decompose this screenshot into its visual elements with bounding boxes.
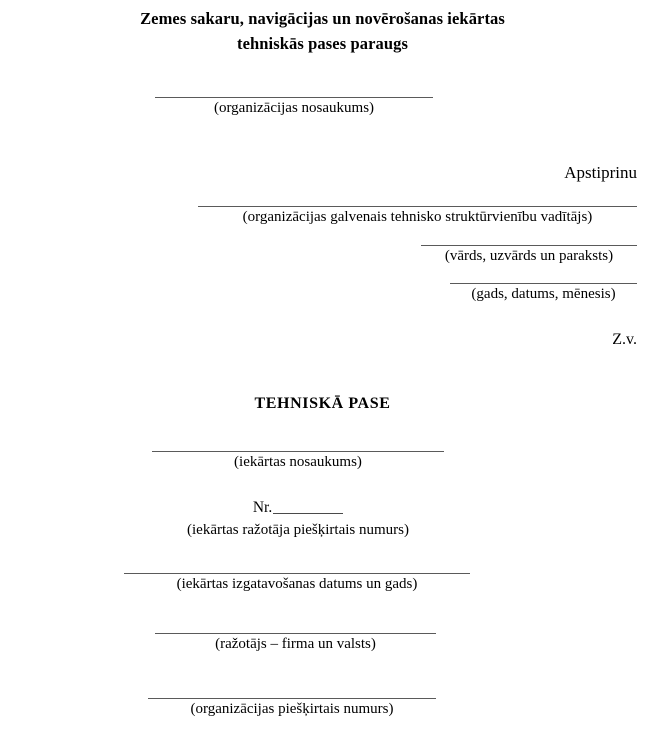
manufacture-date-field bbox=[124, 573, 470, 594]
approver-name-caption: (vārds, uzvārds un paraksts) bbox=[444, 248, 614, 264]
page-title-line-2: tehniskās pases paraugs bbox=[236, 34, 408, 53]
manufacturer-field bbox=[155, 633, 436, 654]
organization-number-field bbox=[148, 698, 436, 719]
approve-label: Apstiprinu bbox=[564, 163, 637, 182]
approver-name-field bbox=[421, 245, 637, 266]
page-title bbox=[50, 6, 595, 56]
manufacturer-caption: (ražotājs – firma un valsts) bbox=[215, 636, 376, 652]
seal-label: Z.v. bbox=[612, 331, 637, 348]
equipment-number-row bbox=[152, 498, 444, 517]
equipment-name-field bbox=[152, 451, 444, 472]
organization-number-caption: (organizācijas piešķirtais numurs) bbox=[190, 701, 394, 717]
approver-date-field bbox=[450, 283, 637, 304]
equipment-name-caption: (iekārtas nosaukums) bbox=[234, 454, 362, 470]
manufacturer-number-caption: (iekārtas ražotāja piešķirtais numurs) bbox=[187, 522, 409, 538]
equipment-number-input[interactable] bbox=[273, 513, 343, 514]
approver-role-field bbox=[198, 206, 637, 227]
organization-name-field bbox=[155, 97, 433, 118]
equipment-number-prefix: Nr. bbox=[252, 499, 273, 516]
approver-date-caption: (gads, datums, mēnesis) bbox=[471, 286, 616, 302]
manufacture-date-caption: (iekārtas izgatavošanas datums un gads) bbox=[176, 576, 418, 592]
page-title-line-1: Zemes sakaru, navigācijas un novērošanas iekārtas bbox=[140, 9, 505, 28]
section-heading: TEHNISKĀ PASE bbox=[254, 395, 391, 412]
organization-name-caption: (organizācijas nosaukums) bbox=[213, 100, 375, 116]
approver-role-caption: (organizācijas galvenais tehnisko struktūrvienību vadītājs) bbox=[242, 209, 593, 225]
